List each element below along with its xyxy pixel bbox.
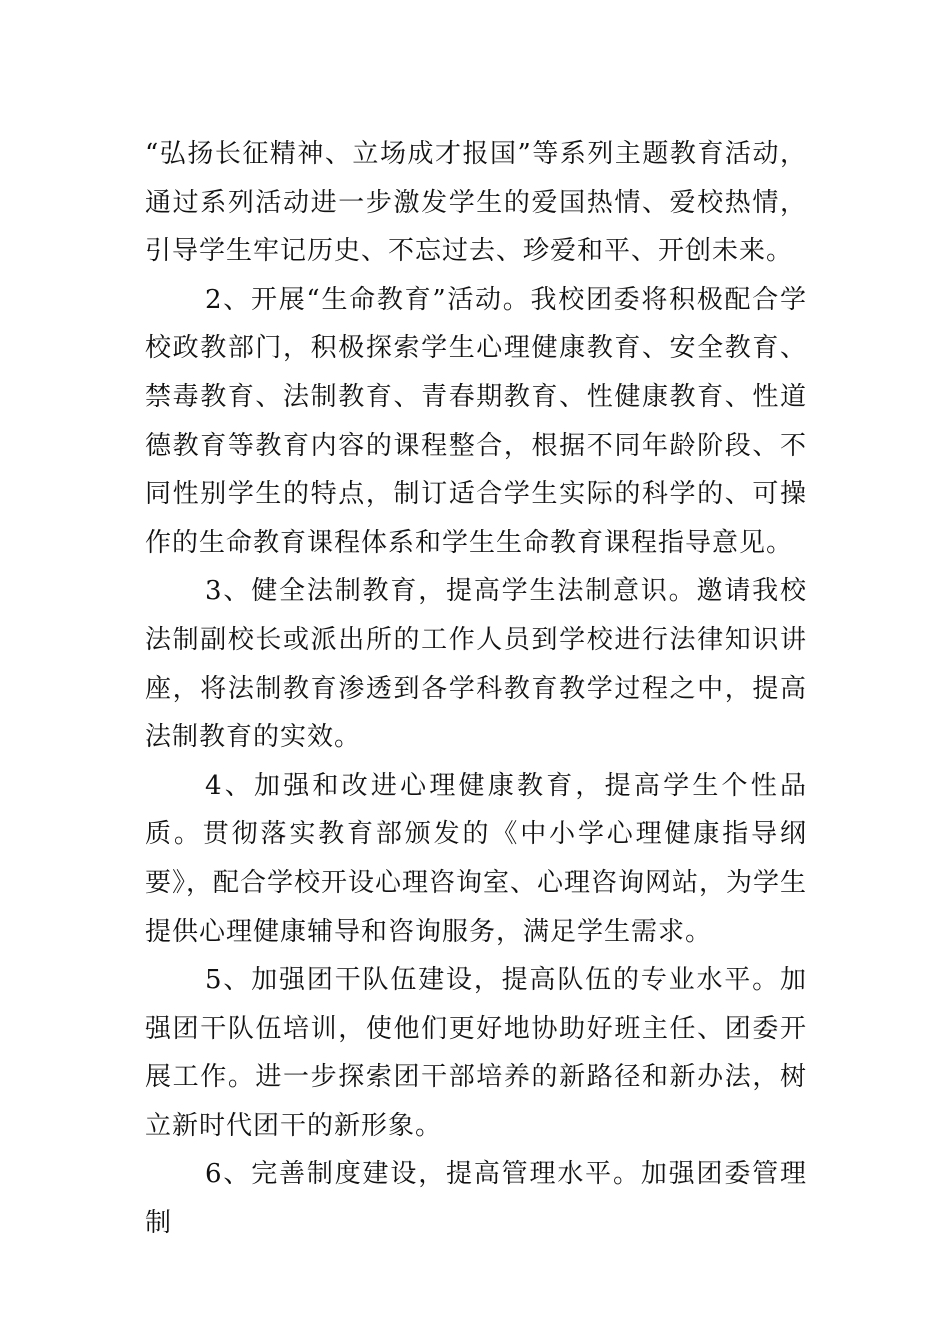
paragraph-6: 6、完善制度建设，提高管理水平。加强团委管理制 bbox=[145, 1159, 807, 1239]
document-body bbox=[145, 130, 807, 1248]
paragraph-2: 2、开展“生命教育”活动。我校团委将积极配合学校政教部门，积极探索学生心理健康教育、安全教育、禁毒教育、法制教育、青春期教育、性健康教育、性道德教育等教育内容的课程整合，根据不同年龄阶段、不同性别学生的特点，制订适合学生实际的科学的、可操作的生命教育课程体系和学生生命教育课程指导意见。 bbox=[145, 284, 807, 558]
paragraph-5: 5、加强团干队伍建设，提高队伍的专业水平。加强团干队伍培训，使他们更好地协助好班主任、团委开展工作。进一步探索团干部培养的新路径和新办法，树立新时代团干的新形象。 bbox=[145, 965, 807, 1141]
paragraph-4: 4、加强和改进心理健康教育，提高学生个性品质。贯彻落实教育部颁发的《中小学心理健康指导纲要》，配合学校开设心理咨询室、心理咨询网站，为学生提供心理健康辅导和咨询服务，满足学生需求。 bbox=[145, 770, 808, 947]
paragraph-3: 3、健全法制教育，提高学生法制意识。邀请我校法制副校长或派出所的工作人员到学校进行法律知识讲座，将法制教育渗透到各学科教育教学过程之中，提高法制教育的实效。 bbox=[145, 576, 807, 753]
paragraph-1: “弘扬长征精神、立场成才报国”等系列主题教育活动，通过系列活动进一步激发学生的爱国热情、爱校热情，引导学生牢记历史、不忘过去、珍爱和平、开创未来。 bbox=[145, 139, 807, 267]
